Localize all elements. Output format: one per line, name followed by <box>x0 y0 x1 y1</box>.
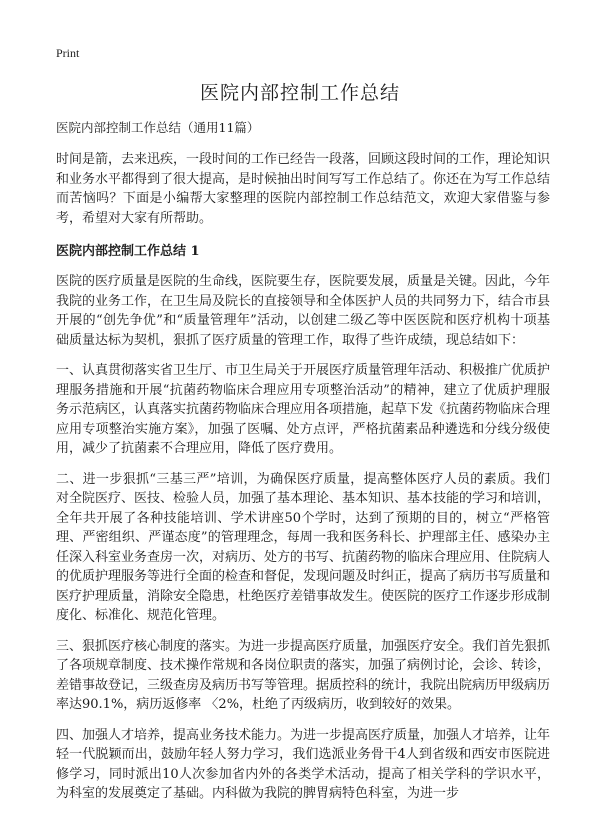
body-paragraph: 三、狠抓医疗核心制度的落实。为进一步提高医疗质量，加强医疗安全。我们首先狠抓了各项规章制度、技术操作常规和各岗位职责的落实，加强了病例讨论，会诊、转诊，差错事故登记，三级查房及病历书写等管理。据质控科的统计，我院出院病历甲级病历率达90.1%，病历返修率 〈2%，杜绝了丙级病历，收到较好的效果。 <box>56 638 551 712</box>
intro-paragraph: 时间是箭，去来迅疾，一段时间的工作已经告一段落，回顾这段时间的工作，理论知识和业务水平都得到了很大提高，是时候抽出时间写写工作总结了。你还在为写工作总结而苦恼吗？下面是小编帮大家整理的医院内部控制工作总结范文，欢迎大家借鉴与参考，希望对大家有所帮助。 <box>56 152 551 226</box>
document-title: 医院内部控制工作总结 <box>199 82 400 104</box>
body-paragraph: 二、进一步狠抓“三基三严”培训，为确保医疗质量，提高整体医疗人员的素质。我们对全院医疗、医技、检验人员，加强了基本理论、基本知识、基本技能的学习和培训，全年共开展了各种技能培训、学术讲座50个学时，达到了预期的目的，树立“严格管理、严密组织、严谨态度”的管理理念，每周一我和医务科长、护理部主任、感染办主任深入科室业务查房一次，对病历、处方的书写、抗菌药物的临床合理应用、住院病人的优质护理服务等进行全面的检查和督促，发现问题及时纠正，提高了病历书写质量和医疗护理质量，消除安全隐患，杜绝医疗差错事故发生。使医院的医疗工作逐步形成制度化、标准化、规范化管理。 <box>56 471 551 623</box>
section-heading: 医院内部控制工作总结 1 <box>56 244 200 259</box>
document-body <box>56 118 550 815</box>
body-paragraph: 医院的医疗质量是医院的生命线，医院要生存，医院要发展，质量是关键。因此，今年我院的业务工作，在卫生局及院长的直接领导和全体医护人员的共同努力下，结合市县开展的“创先争优”和“质量管理年”活动，以创建二级乙等中医医院和医疗机构十项基础质量达标为契机，狠抓了医疗质量的管理工作，取得了些许成绩，现总结如下： <box>56 274 551 348</box>
body-paragraph: 四、加强人才培养，提高业务技术能力。为进一步提高医疗质量，加强人才培养，让年轻一代脱颖而出，鼓励年轻人努力学习，我们选派业务骨干4人到省级和西安市医院进修学习，同时派出10人次参加省内外的各类学术活动，提高了相关学科的学识水平，为科室的发展奠定了基础。内科做为我院的脾胃病特色科室，为进一步 <box>56 727 551 801</box>
print-link[interactable]: Print <box>56 46 80 60</box>
document-subtitle: 医院内部控制工作总结（通用11篇） <box>56 120 260 135</box>
body-paragraph: 一、认真贯彻落实省卫生厅、市卫生局关于开展医疗质量管理年活动、积极推广优质护理服务措施和开展“抗菌药物临床合理应用专项整治活动”的精神，建立了优质护理服务示范病区，认真落实抗菌药物临床合理应用各项措施，起草下发《抗菌药物临床合理应用专项整治实施方案》，加强了医嘱、处方点评，严格抗菌素品种遴选和分线分级使用，减少了抗菌素不合理应用，降低了医疗费用。 <box>56 363 551 456</box>
